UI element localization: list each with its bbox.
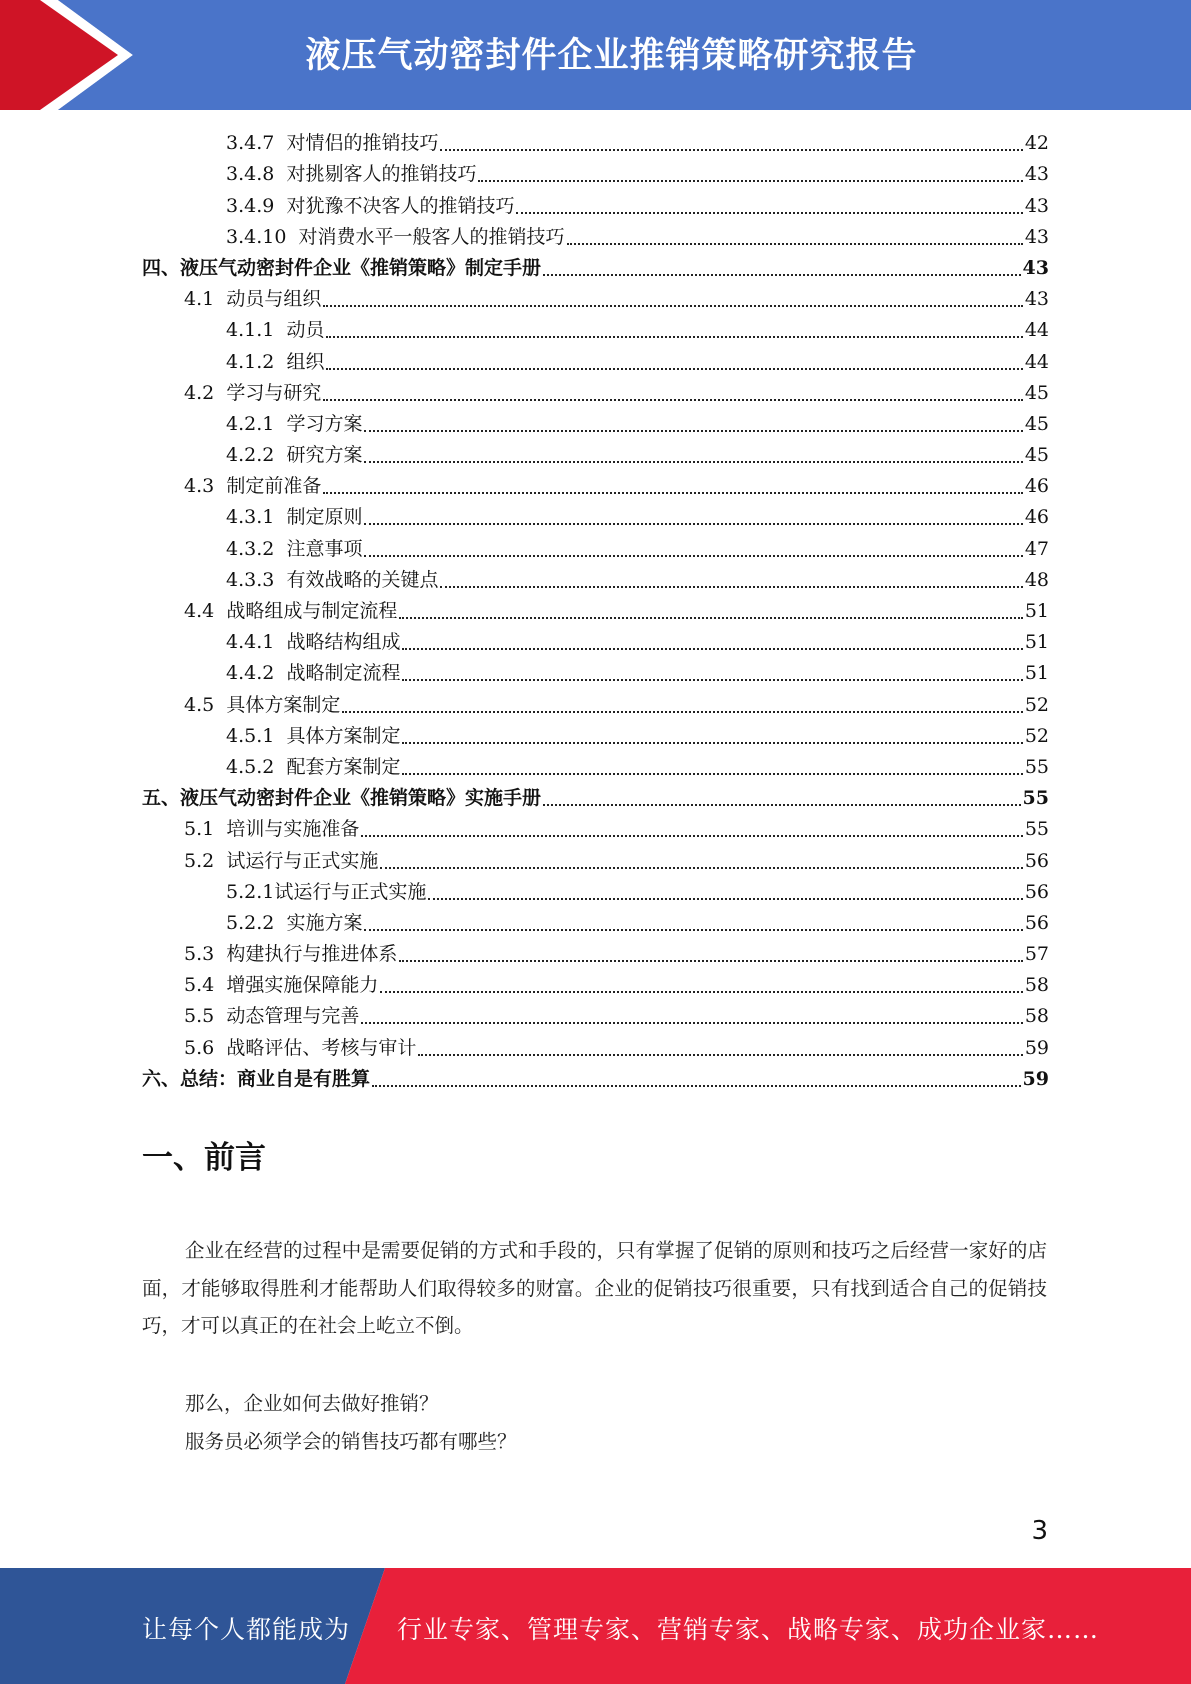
toc-entry-number: 4.2.1 [226, 412, 275, 435]
toc-entry[interactable] [142, 533, 1049, 564]
toc-entry[interactable] [142, 159, 1049, 190]
toc-entry-label: 对犹豫不决客人的推销技巧 [286, 194, 515, 217]
toc-entry-page: 58 [1024, 1005, 1049, 1028]
toc-dot-leader [399, 616, 1022, 619]
toc-dot-leader [323, 398, 1022, 401]
toc-dot-leader [402, 678, 1022, 681]
toc-entry-number: 5.4 [184, 974, 215, 997]
toc-dot-leader [361, 1021, 1022, 1024]
toc-dot-leader [364, 554, 1022, 557]
toc-dot-leader [323, 304, 1022, 307]
toc-entry-number: 4.5 [184, 693, 215, 716]
toc-entry[interactable] [142, 502, 1049, 533]
toc-dot-leader [326, 367, 1022, 370]
toc-entry-page: 48 [1024, 568, 1049, 591]
toc-dot-leader [399, 959, 1022, 962]
toc-entry-label: 具体方案制定 [226, 693, 341, 716]
toc-entry-page: 52 [1024, 693, 1049, 716]
toc-dot-leader [440, 148, 1022, 151]
toc-entry-label: 注意事项 [286, 537, 363, 560]
toc-entry-page: 55 [1022, 787, 1049, 810]
toc-entry-label: 试运行与正式实施 [226, 849, 379, 872]
toc-entry-label: 动员与组织 [226, 288, 322, 311]
footer-slogan-right: 行业专家、管理专家、营销专家、战略专家、成功企业家…… [397, 1615, 1100, 1644]
toc-entry-page: 43 [1022, 256, 1049, 279]
toc-entry[interactable] [142, 689, 1049, 720]
toc-entry-page: 44 [1024, 350, 1049, 373]
toc-dot-leader [342, 710, 1022, 713]
toc-entry-label: 组织 [286, 350, 325, 373]
toc-entry-label: 战略组成与制定流程 [226, 600, 398, 622]
toc-entry-number: 4.1.2 [226, 350, 275, 373]
toc-entry[interactable] [142, 970, 1049, 1001]
toc-entry-page: 59 [1024, 1036, 1049, 1059]
toc-entry-label: 试运行与正式实施 [274, 880, 427, 903]
toc-dot-leader [364, 429, 1022, 432]
toc-entry[interactable] [142, 128, 1049, 159]
toc-entry[interactable] [142, 253, 1049, 284]
page-number: 3 [1031, 1516, 1048, 1546]
toc-entry-label: 动态管理与完善 [226, 1005, 360, 1028]
toc-dot-leader [361, 834, 1022, 837]
toc-entry-label: 战略制定流程 [286, 662, 401, 685]
toc-entry-label: 五、液压气动密封件企业《推销策略》实施手册 [142, 787, 542, 810]
toc-entry[interactable] [142, 814, 1049, 845]
page-header [0, 0, 1191, 110]
toc-entry[interactable] [142, 190, 1049, 221]
toc-entry-label: 四、液压气动密封件企业《推销策略》制定手册 [142, 256, 542, 279]
toc-dot-leader [478, 179, 1022, 182]
toc-entry[interactable] [142, 783, 1049, 814]
toc-entry-number: 4.4.1 [226, 631, 275, 654]
toc-entry[interactable] [142, 908, 1049, 939]
toc-entry-page: 43 [1024, 225, 1049, 248]
toc-entry-page: 47 [1024, 537, 1049, 560]
toc-entry[interactable] [142, 315, 1049, 346]
toc-entry-page: 51 [1024, 600, 1049, 622]
toc-entry-label: 研究方案 [286, 444, 363, 467]
toc-dot-leader [402, 647, 1022, 650]
toc-dot-leader [402, 741, 1022, 744]
toc-entry[interactable] [142, 409, 1049, 440]
toc-entry-page: 59 [1022, 1067, 1049, 1090]
toc-entry-number: 4.5.2 [226, 755, 275, 778]
toc-entry-label: 六、总结：商业自是有胜算 [142, 1067, 371, 1090]
toc-dot-leader [543, 803, 1021, 806]
toc-entry-label: 对消费水平一般客人的推销技巧 [298, 225, 565, 248]
toc-entry[interactable] [142, 877, 1049, 908]
toc-entry-page: 57 [1024, 943, 1049, 966]
toc-dot-leader [326, 335, 1022, 338]
toc-dot-leader [516, 211, 1022, 214]
toc-dot-leader [364, 460, 1022, 463]
toc-entry-number: 4.3.2 [226, 537, 275, 560]
toc-entry-number: 3.4.7 [226, 132, 275, 155]
toc-entry[interactable] [142, 845, 1049, 876]
toc-entry-number: 5.2.1 [226, 880, 275, 903]
toc-entry-label: 配套方案制定 [286, 755, 401, 778]
toc-entry-number: 4.2 [184, 381, 215, 404]
toc-dot-leader [364, 928, 1022, 931]
toc-entry-label: 增强实施保障能力 [226, 974, 379, 997]
toc-entry-label: 学习方案 [286, 412, 363, 435]
toc-entry-number: 4.3 [184, 475, 215, 498]
toc-entry-number: 4.4.2 [226, 662, 275, 685]
toc-entry[interactable] [142, 222, 1049, 253]
toc-dot-leader [364, 522, 1022, 525]
toc-entry-number: 5.2 [184, 849, 215, 872]
toc-dot-leader [543, 273, 1021, 276]
toc-entry-number: 4.2.2 [226, 444, 275, 467]
toc-entry-label: 培训与实施准备 [226, 818, 360, 841]
toc-entry-label: 制定前准备 [226, 475, 322, 498]
toc-dot-leader [402, 772, 1022, 775]
toc-entry-page: 43 [1024, 194, 1049, 217]
toc-entry-page: 46 [1024, 475, 1049, 498]
toc-entry[interactable] [142, 1001, 1049, 1032]
toc-dot-leader [567, 242, 1023, 245]
toc-entry-page: 45 [1024, 412, 1049, 435]
toc-entry[interactable] [142, 440, 1049, 471]
section-heading: 一、前言 [142, 1140, 266, 1176]
toc-entry-page: 42 [1024, 132, 1049, 155]
toc-entry-page: 56 [1024, 911, 1049, 934]
toc-entry-page: 56 [1024, 880, 1049, 903]
toc-entry[interactable] [142, 1032, 1049, 1063]
toc-entry-page: 44 [1024, 319, 1049, 342]
toc-entry-number: 5.2.2 [226, 911, 275, 934]
table-of-contents [142, 128, 1049, 1095]
toc-entry-number: 3.4.10 [226, 225, 287, 248]
toc-entry-label: 战略评估、考核与审计 [226, 1036, 417, 1059]
toc-entry[interactable] [142, 346, 1049, 377]
toc-dot-leader [380, 990, 1022, 993]
toc-entry[interactable] [142, 721, 1049, 752]
footer-slogan-left: 让每个人都能成为 [142, 1615, 351, 1644]
toc-entry-label: 实施方案 [286, 911, 363, 934]
header-arrow-decoration [0, 0, 160, 110]
toc-entry-number: 4.1 [184, 288, 215, 311]
report-title: 液压气动密封件企业推销策略研究报告 [305, 36, 918, 76]
toc-entry-page: 52 [1024, 724, 1049, 747]
toc-entry[interactable] [142, 1064, 1049, 1095]
toc-entry[interactable] [142, 752, 1049, 783]
toc-entry-number: 5.3 [184, 943, 215, 966]
toc-dot-leader [418, 1053, 1022, 1056]
toc-entry-label: 构建执行与推进体系 [226, 943, 398, 966]
toc-entry-number: 3.4.9 [226, 194, 275, 217]
toc-entry[interactable] [142, 658, 1049, 689]
toc-entry-number: 4.3.1 [226, 506, 275, 529]
toc-dot-leader [380, 866, 1022, 869]
toc-entry-number: 4.5.1 [226, 724, 275, 747]
toc-entry-number: 4.4 [184, 600, 215, 622]
toc-entry-page: 46 [1024, 506, 1049, 529]
toc-entry[interactable] [142, 627, 1049, 658]
toc-entry-page: 45 [1024, 444, 1049, 467]
toc-entry-label: 动员 [286, 319, 325, 342]
toc-entry-page: 55 [1024, 818, 1049, 841]
toc-entry[interactable] [142, 284, 1049, 315]
toc-entry[interactable] [142, 565, 1049, 596]
toc-entry-page: 51 [1024, 662, 1049, 685]
toc-entry-label: 具体方案制定 [286, 724, 401, 747]
toc-entry-number: 5.6 [184, 1036, 215, 1059]
toc-entry-number: 3.4.8 [226, 163, 275, 186]
toc-entry-label: 对挑剔客人的推销技巧 [286, 163, 477, 186]
toc-entry-page: 51 [1024, 631, 1049, 654]
toc-entry-page: 43 [1024, 288, 1049, 311]
toc-entry[interactable] [142, 378, 1049, 409]
toc-entry-number: 4.3.3 [226, 568, 275, 591]
toc-entry-number: 5.5 [184, 1005, 215, 1028]
toc-entry-page: 55 [1024, 755, 1049, 778]
toc-entry-label: 制定原则 [286, 506, 363, 529]
question-line-1: 那么，企业如何去做好推销？ [185, 1392, 439, 1415]
toc-entry-page: 56 [1024, 849, 1049, 872]
toc-entry[interactable] [142, 471, 1049, 502]
toc-entry-page: 45 [1024, 381, 1049, 404]
toc-entry-label: 对情侣的推销技巧 [286, 132, 439, 155]
body-paragraph: 企业在经营的过程中是需要促销的方式和手段的，只有掌握了促销的原则和技巧之后经营一家好的店面，才能够取得胜利才能帮助人们取得较多的财富。企业的促销技巧很重要，只有找到适合自己的促销技巧，才可以真正的在社会上屹立不倒。 [142, 1239, 1047, 1337]
toc-dot-leader [372, 1084, 1021, 1087]
toc-dot-leader [440, 585, 1022, 588]
toc-entry-number: 4.1.1 [226, 319, 275, 342]
toc-entry[interactable] [142, 939, 1049, 970]
toc-entry-number: 5.1 [184, 818, 215, 841]
toc-entry-page: 43 [1024, 163, 1049, 186]
toc-entry-label: 战略结构组成 [286, 631, 401, 654]
toc-entry[interactable] [142, 596, 1049, 627]
toc-entry-label: 学习与研究 [226, 381, 322, 404]
toc-entry-page: 58 [1024, 974, 1049, 997]
toc-entry-label: 有效战略的关键点 [286, 568, 439, 591]
toc-dot-leader [428, 897, 1022, 900]
toc-dot-leader [323, 491, 1022, 494]
question-line-2: 服务员必须学会的销售技巧都有哪些？ [185, 1430, 517, 1453]
page-footer [0, 1568, 1191, 1684]
